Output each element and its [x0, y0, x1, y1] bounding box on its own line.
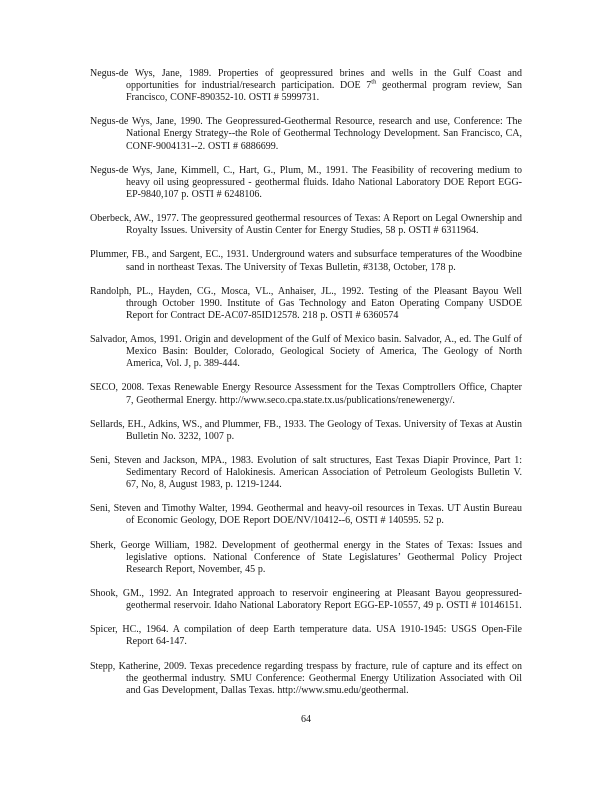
reference-entry — [90, 116, 522, 152]
reference-entry — [90, 503, 522, 527]
reference-entry — [90, 455, 522, 491]
reference-text: Spicer, HC., 1964. A compilation of deep Earth temperature data. USA 1910-1945: USGS Open-File Report 64-147. — [90, 624, 522, 648]
reference-text: SECO, 2008. Texas Renewable Energy Resource Assessment for the Texas Comptrollers Office, Chapter 7, Geothermal Energy. http://www.seco.cpa.state.tx.us/publications/renewenergy/. — [90, 382, 522, 406]
reference-entry — [90, 249, 522, 273]
reference-list — [90, 68, 522, 709]
reference-entry — [90, 588, 522, 612]
reference-text: Shook, GM., 1992. An Integrated approach to reservoir engineering at Pleasant Bayou geopressured-geothermal reservoir. Idaho National Laboratory Report EGG-EP-10557, 49 p. OSTI # 10146151. — [90, 588, 522, 612]
reference-entry — [90, 540, 522, 576]
reference-entry — [90, 334, 522, 370]
reference-text: Oberbeck, AW., 1977. The geopressured geothermal resources of Texas: A Report on Legal Ownership and Royalty Issues. University of Austin Center for Energy Studies, 58 p. OSTI # 6311964. — [90, 213, 522, 237]
reference-text: Sherk, George William, 1982. Development of geothermal energy in the States of Texas: Issues and legislative options. National Conference of State Legislatures’ Geothermal Policy Project Research Report, November, 45 p. — [90, 539, 522, 575]
reference-entry — [90, 382, 522, 406]
reference-entry — [90, 661, 522, 697]
reference-entry — [90, 624, 522, 648]
reference-text: Negus-de Wys, Jane, Kimmell, C., Hart, G., Plum, M., 1991. The Feasibility of recovering medium to heavy oil using geopressured - geothermal fluids. Idaho National Laboratory DOE Report EGG-EP-9840,107 p. OSTI # 6248106. — [90, 164, 522, 200]
reference-entry — [90, 419, 522, 443]
reference-text: Seni, Steven and Timothy Walter, 1994. Geothermal and heavy-oil resources in Texas. UT Austin Bureau of Economic Geology, DOE Report DOE/NV/10412--6, OSTI # 140595. 52 p. — [90, 503, 522, 527]
reference-entry — [90, 286, 522, 322]
reference-entry — [90, 165, 522, 201]
reference-text: Seni, Steven and Jackson, MPA., 1983. Evolution of salt structures, East Texas Diapir Province, Part 1: Sedimentary Record of Halokinesis. American Association of Petroleum Geologists Bulletin V. 67, No, 8, August 1983, p. 1219-1244. — [90, 455, 522, 491]
reference-text: Negus-de Wys, Jane, 1989. Properties of geopressured brines and wells in the Gulf Coast and opportunities for industrial/research participation. DOE 7 — [90, 68, 522, 92]
reference-superscript: th — [371, 78, 377, 86]
reference-text: Stepp, Katherine, 2009. Texas precedence regarding trespass by fracture, rule of capture and its effect on the geothermal industry. SMU Conference: Geothermal Energy Utilization Associated with Oil and Gas Development, Dallas Texas. http://www.smu.edu/geothermal. — [90, 660, 522, 696]
reference-entry — [90, 68, 522, 104]
reference-text: Plummer, FB., and Sargent, EC., 1931. Underground waters and subsurface temperatures of the Woodbine sand in northeast Texas. The University of Texas Bulletin, #3138, October, 178 p. — [90, 249, 522, 273]
reference-text: Randolph, PL., Hayden, CG., Mosca, VL., Anhaiser, JL., 1992. Testing of the Pleasant Bayou Well through October 1990. Institute of Gas Technology and Eaton Operating Company USDOE Report for Contract DE-AC07-85ID12578. 218 p. OSTI # 6360574 — [90, 285, 522, 321]
reference-text: geothermal program review, San Francisco, CONF-890352-10. OSTI # 5999731. — [126, 80, 522, 104]
reference-text: Negus-de Wys, Jane, 1990. The Geopressured-Geothermal Resource, research and use, Conference: The National Energy Strategy--the Role of Geothermal Technology Development. San Francisco, CA, CONF-9004131--2. OSTI # 6886699. — [90, 116, 522, 152]
reference-entry — [90, 213, 522, 237]
reference-text: Salvador, Amos, 1991. Origin and development of the Gulf of Mexico basin. Salvador, A., ed. The Gulf of Mexico Basin: Boulder, Colorado, Geological Society of America, The Geology of North America, Vol. J, p. 389-444. — [90, 334, 522, 370]
reference-text: Sellards, EH., Adkins, WS., and Plummer, FB., 1933. The Geology of Texas. University of Texas at Austin Bulletin No. 3232, 1007 p. — [90, 418, 522, 442]
page-number: 64 — [301, 714, 311, 725]
